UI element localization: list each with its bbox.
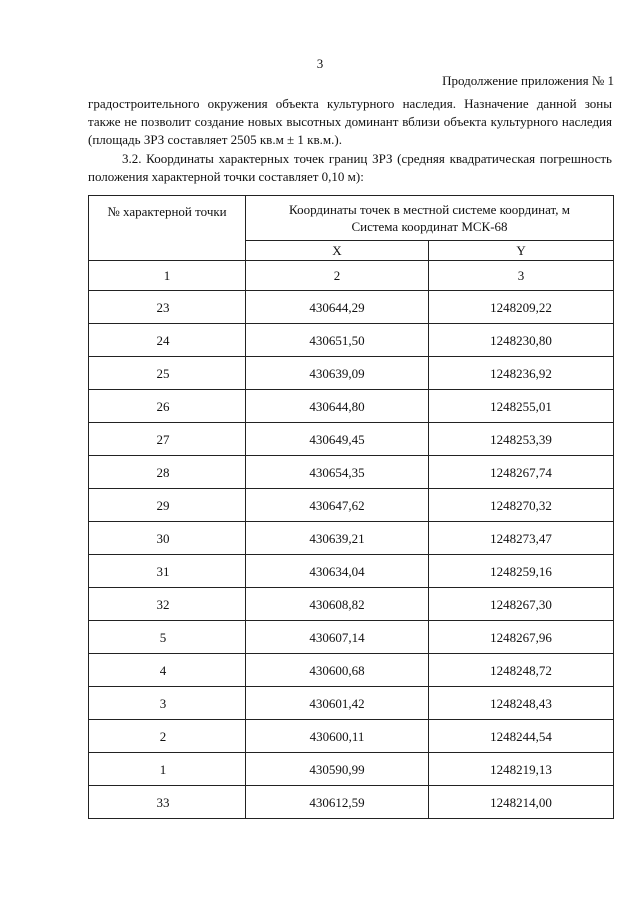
y-coordinate-cell: 1248267,30: [429, 588, 614, 621]
table-row: [89, 555, 614, 588]
index-cell-3: 3: [429, 261, 614, 291]
point-number-cell: 24: [89, 324, 246, 357]
point-number-cell: 32: [89, 588, 246, 621]
point-number-cell: 25: [89, 357, 246, 390]
point-number-cell: 33: [89, 786, 246, 819]
table-row: [89, 489, 614, 522]
point-number-cell: 5: [89, 621, 246, 654]
header-coordinates-line2: Система координат МСК-68: [351, 219, 508, 234]
x-coordinate-cell: 430649,45: [246, 423, 429, 456]
x-coordinate-cell: 430634,04: [246, 555, 429, 588]
header-y: Y: [429, 241, 614, 261]
y-coordinate-cell: 1248273,47: [429, 522, 614, 555]
table-row: [89, 456, 614, 489]
table-row: [89, 654, 614, 687]
table-row: [89, 423, 614, 456]
x-coordinate-cell: 430601,42: [246, 687, 429, 720]
x-coordinate-cell: 430651,50: [246, 324, 429, 357]
table-row: [89, 621, 614, 654]
point-number-cell: 28: [89, 456, 246, 489]
point-number-cell: 26: [89, 390, 246, 423]
x-coordinate-cell: 430647,62: [246, 489, 429, 522]
y-coordinate-cell: 1248236,92: [429, 357, 614, 390]
point-number-cell: 23: [89, 291, 246, 324]
header-x: X: [246, 241, 429, 261]
x-coordinate-cell: 430608,82: [246, 588, 429, 621]
table-row: [89, 687, 614, 720]
x-coordinate-cell: 430590,99: [246, 753, 429, 786]
x-coordinate-cell: 430607,14: [246, 621, 429, 654]
y-coordinate-cell: 1248219,13: [429, 753, 614, 786]
y-coordinate-cell: 1248259,16: [429, 555, 614, 588]
page-number: 3: [316, 56, 324, 71]
header-point-number: № характерной точки: [89, 196, 246, 261]
y-coordinate-cell: 1248244,54: [429, 720, 614, 753]
header-coordinates-line1: Координаты точек в местной системе координат, м: [289, 202, 570, 217]
x-coordinate-cell: 430644,80: [246, 390, 429, 423]
y-coordinate-cell: 1248267,74: [429, 456, 614, 489]
point-number-cell: 29: [89, 489, 246, 522]
y-coordinate-cell: 1248214,00: [429, 786, 614, 819]
header-coordinates: [246, 196, 614, 241]
point-number-cell: 31: [89, 555, 246, 588]
table-row: [89, 720, 614, 753]
table-index-row: [89, 261, 614, 291]
appendix-note: Продолжение приложения № 1: [442, 73, 614, 88]
x-coordinate-cell: 430644,29: [246, 291, 429, 324]
y-coordinate-cell: 1248248,72: [429, 654, 614, 687]
point-number-cell: 4: [89, 654, 246, 687]
point-number-cell: 1: [89, 753, 246, 786]
y-coordinate-cell: 1248209,22: [429, 291, 614, 324]
y-coordinate-cell: 1248270,32: [429, 489, 614, 522]
x-coordinate-cell: 430612,59: [246, 786, 429, 819]
y-coordinate-cell: 1248230,80: [429, 324, 614, 357]
table-row: [89, 291, 614, 324]
point-number-cell: 27: [89, 423, 246, 456]
x-coordinate-cell: 430654,35: [246, 456, 429, 489]
x-coordinate-cell: 430639,21: [246, 522, 429, 555]
table-row: [89, 786, 614, 819]
paragraph-coordinates-intro: 3.2. Координаты характерных точек границ ЗРЗ (средняя квадратическая погрешность положения характерной точки составляет 0,10 м):: [88, 151, 612, 184]
coordinates-table: [88, 195, 614, 819]
table-row: [89, 390, 614, 423]
y-coordinate-cell: 1248267,96: [429, 621, 614, 654]
y-coordinate-cell: 1248255,01: [429, 390, 614, 423]
table-row: [89, 753, 614, 786]
table-row: [89, 324, 614, 357]
table-row: [89, 357, 614, 390]
index-cell-1: 1: [89, 261, 246, 291]
table-header-row: [89, 196, 614, 241]
table-row: [89, 522, 614, 555]
table-row: [89, 588, 614, 621]
index-cell-2: 2: [246, 261, 429, 291]
y-coordinate-cell: 1248248,43: [429, 687, 614, 720]
x-coordinate-cell: 430600,68: [246, 654, 429, 687]
x-coordinate-cell: 430639,09: [246, 357, 429, 390]
paragraph-zone-description: градостроительного окружения объекта культурного наследия. Назначение данной зоны также не позволит создание новых высотных доминант вблизи объекта культурного наследия (площадь ЗРЗ составляет 2505 кв.м ± 1 кв.м.).: [88, 96, 612, 147]
point-number-cell: 30: [89, 522, 246, 555]
x-coordinate-cell: 430600,11: [246, 720, 429, 753]
point-number-cell: 3: [89, 687, 246, 720]
point-number-cell: 2: [89, 720, 246, 753]
y-coordinate-cell: 1248253,39: [429, 423, 614, 456]
